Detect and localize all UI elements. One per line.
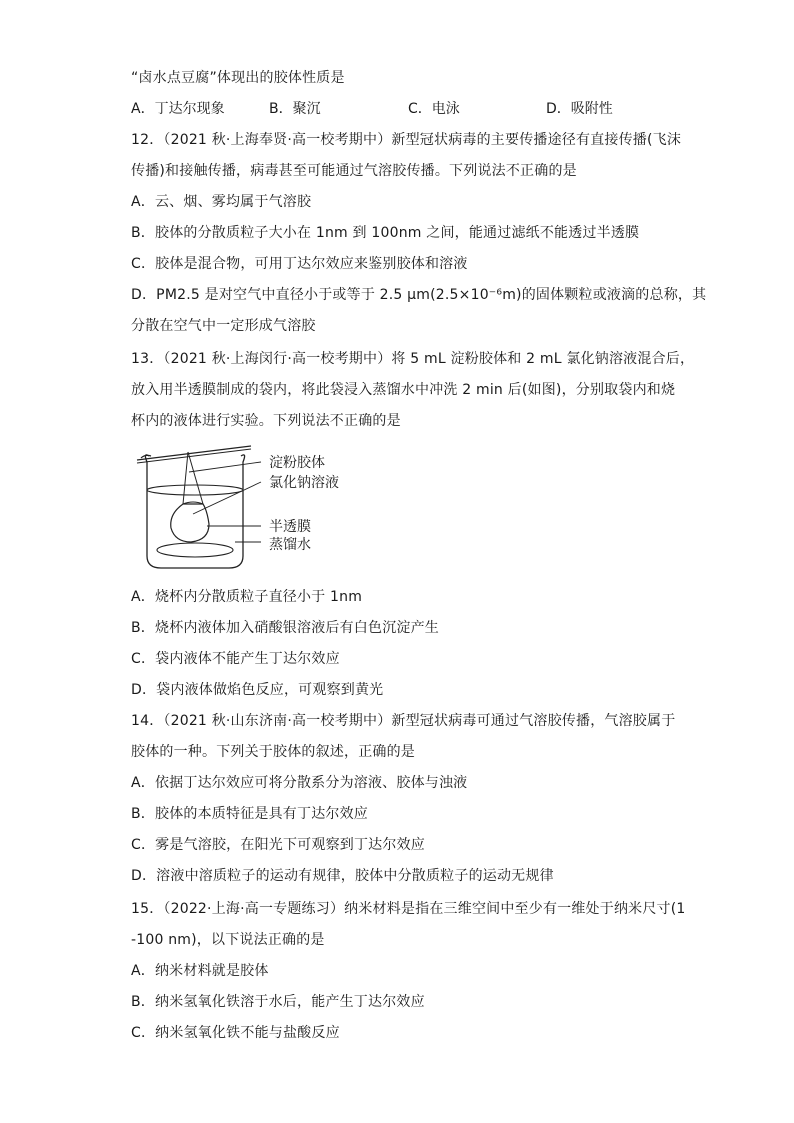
q12-option-a: A．云、烟、雾均属于气溶胶 (131, 194, 312, 210)
q14-stem-line2: 胶体的一种。下列关于胶体的叙述，正确的是 (131, 744, 415, 760)
string-left (183, 452, 188, 504)
q14-option-d: D．溶液中溶质粒子的运动有规律，胶体中分散质粒子的运动无规律 (131, 868, 554, 884)
leader-starch (189, 462, 261, 472)
q14-stem-line1: 14．（2021 秋·山东济南·高一校考期中）新型冠状病毒可通过气溶胶传播，气溶胶属于 (131, 713, 676, 729)
q12-option-b: B．胶体的分散质粒子大小在 1nm 到 100nm 之间，能通过滤纸不能透过半透膜 (131, 225, 640, 241)
q13-option-d: D．袋内液体做焰色反应，可观察到黄光 (131, 682, 384, 698)
label-water: 蒸馏水 (269, 537, 311, 553)
beaker-bottom (157, 543, 233, 557)
q13-stem-line2: 放入用半透膜制成的袋内，将此袋浸入蒸馏水中冲洗 2 min 后(如图)，分别取袋内和烧 (131, 382, 676, 398)
q15-option-c: C．纳米氢氧化铁不能与盐酸反应 (131, 1025, 340, 1041)
q15-option-b: B．纳米氢氧化铁溶于水后，能产生丁达尔效应 (131, 994, 425, 1010)
q14-option-c: C．雾是气溶胶，在阳光下可观察到丁达尔效应 (131, 837, 425, 853)
membrane-bag (171, 504, 209, 542)
beaker-outline (145, 455, 244, 568)
q12-option-c: C．胶体是混合物，可用丁达尔效应来鉴别胶体和溶液 (131, 256, 468, 272)
label-starch: 淀粉胶体 (269, 455, 325, 471)
q12-option-d-line1: D．PM2.5 是对空气中直径小于或等于 2.5 μm(2.5×10⁻⁶m)的固体颗粒或液滴的总称，其 (131, 287, 707, 303)
water-surface (147, 485, 243, 495)
beaker-diagram (131, 444, 391, 574)
glass-rod (137, 446, 251, 460)
label-nacl: 氯化钠溶液 (269, 475, 339, 491)
q15-stem-line2: -100 nm)，以下说法正确的是 (131, 932, 325, 948)
q13-stem-line3: 杯内的液体进行实验。下列说法不正确的是 (131, 413, 401, 429)
q11-option-b: B．聚沉 (269, 101, 321, 117)
q11-option-d: D．吸附性 (546, 101, 613, 117)
q15-option-a: A．纳米材料就是胶体 (131, 963, 269, 979)
q11-option-a: A．丁达尔现象 (131, 101, 225, 117)
q14-option-b: B．胶体的本质特征是具有丁达尔效应 (131, 806, 369, 822)
q12-stem-line1: 12．（2021 秋·上海奉贤·高一校考期中）新型冠状病毒的主要传播途径有直接传播(飞沫 (131, 132, 682, 148)
q15-stem-line1: 15．（2022·上海·高一专题练习）纳米材料是指在三维空间中至少有一维处于纳米尺寸(1 (131, 901, 686, 917)
q13-option-a: A．烧杯内分散质粒子直径小于 1nm (131, 589, 363, 605)
q13-option-b: B．烧杯内液体加入硝酸银溶液后有白色沉淀产生 (131, 620, 440, 636)
q11-stem: “卤水点豆腐”体现出的胶体性质是 (131, 70, 345, 86)
q14-option-a: A．依据丁达尔效应可将分散系分为溶液、胶体与浊液 (131, 775, 468, 791)
q11-option-c: C．电泳 (408, 101, 460, 117)
string-right (188, 452, 203, 504)
q12-stem-line2: 传播)和接触传播，病毒甚至可能通过气溶胶传播。下列说法不正确的是 (131, 163, 577, 179)
q13-option-c: C．袋内液体不能产生丁达尔效应 (131, 651, 340, 667)
q13-stem-line1: 13．（2021 秋·上海闵行·高一校考期中）将 5 mL 淀粉胶体和 2 mL 氯化钠溶液混合后， (131, 351, 695, 367)
q12-option-d-line2: 分散在空气中一定形成气溶胶 (131, 318, 316, 334)
label-membrane: 半透膜 (269, 519, 311, 535)
dialysis-figure (131, 444, 391, 574)
